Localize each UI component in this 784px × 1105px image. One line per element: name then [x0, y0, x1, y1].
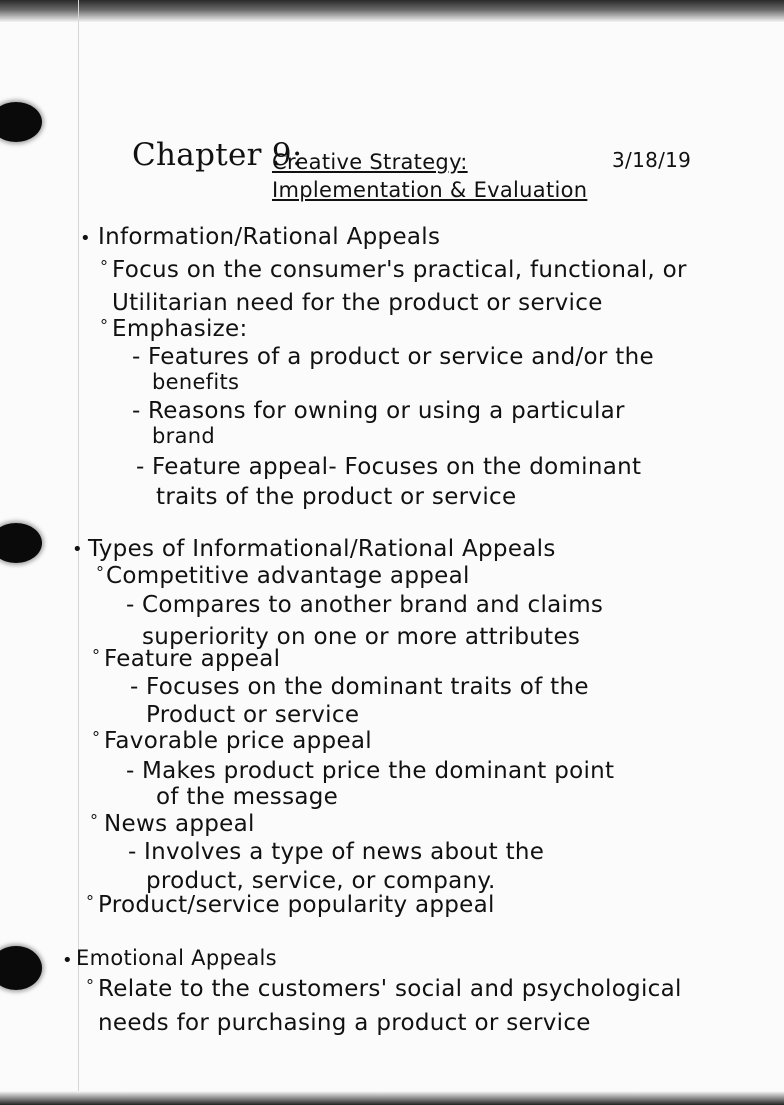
subpoint-dash: - — [130, 674, 139, 700]
page-bottom-edge — [0, 1091, 784, 1105]
subpoint-dash: - — [132, 344, 141, 370]
point-bullet: ° — [92, 646, 101, 665]
section-heading: Information/Rational Appeals — [98, 224, 441, 250]
subpoint-text: Features of a product or service and/or the — [148, 344, 654, 370]
point-bullet: ° — [100, 257, 109, 276]
section-bullet: • — [80, 228, 91, 249]
page-top-edge — [0, 0, 784, 22]
section-bullet: • — [72, 539, 83, 560]
point-bullet: ° — [100, 316, 109, 335]
point-bullet: ° — [90, 811, 99, 830]
subpoint-text: traits of the product or service — [156, 484, 517, 510]
point-bullet: ° — [86, 892, 95, 911]
point-text: Feature appeal — [104, 646, 281, 672]
subpoint-text: brand — [152, 424, 215, 448]
point-bullet: ° — [92, 728, 101, 747]
subpoint-text: product, service, or company. — [146, 868, 496, 894]
subpoint-dash: - — [128, 839, 137, 865]
binder-hole-middle — [0, 523, 42, 563]
subpoint-dash: - — [136, 454, 145, 480]
subpoint-text: Reasons for owning or using a particular — [148, 398, 625, 424]
point-text: Relate to the customers' social and psychological — [98, 976, 682, 1002]
subpoint-text: Focuses on the dominant traits of the — [146, 674, 589, 700]
binder-hole-bottom — [0, 946, 42, 990]
subpoint-text: benefits — [152, 370, 240, 394]
point-text: News appeal — [104, 811, 255, 837]
point-text: Competitive advantage appeal — [106, 563, 470, 589]
chapter-label: Chapter 9: — [132, 137, 303, 173]
subpoint-text: superiority on one or more attributes — [142, 624, 581, 650]
point-text: needs for purchasing a product or service — [98, 1010, 591, 1036]
chapter-title-line1: Creative Strategy: — [272, 150, 468, 174]
subpoint-dash: - — [126, 758, 135, 784]
section-heading: Types of Informational/Rational Appeals — [88, 536, 556, 562]
subpoint-text: Product or service — [146, 702, 360, 728]
note-date: 3/18/19 — [612, 148, 692, 172]
point-text: Focus on the consumer's practical, functional, or — [112, 257, 687, 283]
subpoint-text: Makes product price the dominant point — [142, 758, 615, 784]
binder-hole-top — [0, 102, 42, 142]
subpoint-text: Compares to another brand and claims — [142, 592, 604, 618]
subpoint-text: Involves a type of news about the — [144, 839, 545, 865]
section-heading: Emotional Appeals — [76, 946, 277, 970]
subpoint-dash: - — [126, 592, 135, 618]
point-text: Utilitarian need for the product or service — [112, 290, 603, 316]
point-bullet: ° — [96, 563, 105, 582]
section-bullet: • — [62, 950, 73, 971]
point-text: Favorable price appeal — [104, 728, 372, 754]
subpoint-text: of the message — [156, 784, 339, 810]
point-text: Product/service popularity appeal — [98, 892, 495, 918]
subpoint-dash: - — [132, 398, 141, 424]
point-bullet: ° — [86, 976, 95, 995]
subpoint-text: Feature appeal- Focuses on the dominant — [152, 454, 642, 480]
point-text: Emphasize: — [112, 316, 248, 342]
chapter-title-line2: Implementation & Evaluation — [272, 178, 588, 202]
